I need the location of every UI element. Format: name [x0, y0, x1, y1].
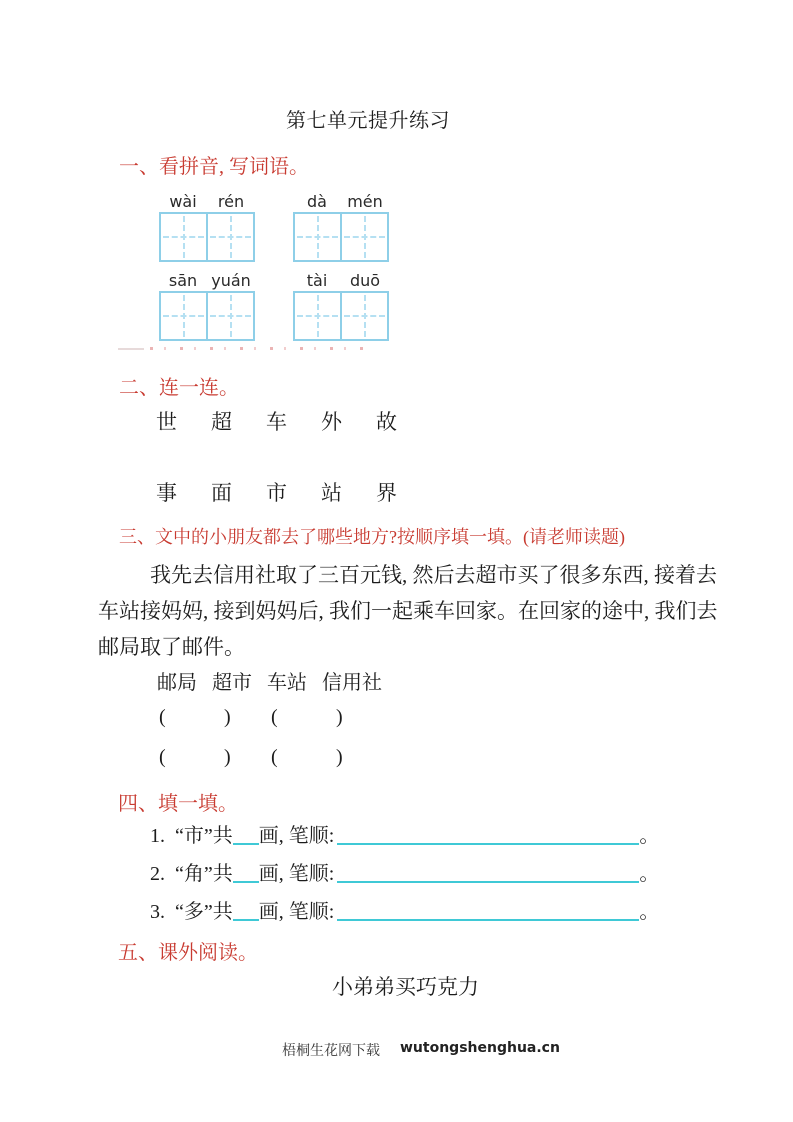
- stroke-order-blank: [337, 843, 639, 845]
- stroke-order-blank: [337, 919, 639, 921]
- section2-heading: 二、连一连。: [119, 377, 239, 399]
- pinyin-syllable: rén: [217, 192, 245, 211]
- item-text: 画, 笔顺:: [258, 863, 335, 885]
- answer-blank-row: [0, 706, 793, 728]
- place-option: 超市: [212, 672, 252, 694]
- paren: ): [336, 746, 343, 768]
- item-text: “市”共: [175, 825, 233, 847]
- match-char: 事: [156, 481, 177, 505]
- pinyin-word-block: [293, 193, 389, 262]
- item-text: 画, 笔顺:: [258, 825, 335, 847]
- reading-paragraph: [98, 557, 718, 665]
- place-option: 信用社: [322, 672, 382, 694]
- place-option: 邮局: [157, 672, 197, 694]
- clipped-text-artifact: [118, 348, 144, 350]
- pinyin-word-block: [159, 272, 255, 341]
- paren: (: [159, 746, 166, 768]
- writing-cell: [295, 214, 340, 260]
- stroke-count-blank: [233, 881, 259, 883]
- clipped-text-artifact: [150, 347, 365, 350]
- reading-passage-title: 小弟弟买巧克力: [332, 975, 479, 999]
- pinyin-syllable: yuán: [211, 271, 251, 290]
- place-option: 车站: [267, 672, 307, 694]
- stroke-count-blank: [233, 919, 259, 921]
- pinyin-syllable: sān: [168, 271, 198, 290]
- writing-cell: [295, 293, 340, 339]
- paren: ): [224, 706, 231, 728]
- match-char: 站: [321, 481, 342, 505]
- match-char: 市: [266, 481, 287, 505]
- stroke-item: [150, 900, 659, 924]
- writing-grid: [293, 212, 389, 262]
- writing-cell: [206, 293, 253, 339]
- stroke-item: [150, 824, 659, 848]
- item-text: “角”共: [175, 863, 233, 885]
- writing-cell: [340, 214, 387, 260]
- item-text: “多”共: [175, 901, 233, 923]
- match-char: 面: [211, 481, 232, 505]
- item-number: 1.: [150, 825, 165, 847]
- section5-heading: 五、课外阅读。: [118, 942, 258, 964]
- pinyin-syllable: wài: [169, 192, 197, 211]
- item-text: 画, 笔顺:: [258, 901, 335, 923]
- writing-cell: [340, 293, 387, 339]
- match-row-bottom: [156, 482, 397, 504]
- pinyin-label: [293, 193, 389, 212]
- pinyin-word-block: [293, 272, 389, 341]
- pinyin-word-block: [159, 193, 255, 262]
- paren: ): [224, 746, 231, 768]
- section3-heading: 三、文中的小朋友都去了哪些地方?按顺序填一填。(请老师读题): [119, 527, 625, 547]
- footer-site-name: 梧桐生花网下载: [282, 1044, 380, 1059]
- item-number: 2.: [150, 863, 165, 885]
- paragraph-line: 邮局取了邮件。: [98, 635, 245, 659]
- pinyin-syllable: dà: [307, 192, 327, 211]
- match-char: 界: [376, 481, 397, 505]
- stroke-item: [150, 862, 659, 886]
- item-text: 。: [639, 863, 660, 885]
- writing-grid: [159, 212, 255, 262]
- paragraph-line: 车站接妈妈, 接到妈妈后, 我们一起乘车回家。在回家的途中, 我们去: [98, 599, 718, 623]
- writing-cell: [161, 214, 206, 260]
- item-number: 3.: [150, 901, 165, 923]
- match-char: 外: [321, 410, 342, 434]
- paren: ): [336, 706, 343, 728]
- match-char: 故: [376, 410, 397, 434]
- paren: (: [159, 706, 166, 728]
- writing-cell: [206, 214, 253, 260]
- section1-heading: 一、看拼音, 写词语。: [119, 156, 309, 178]
- paren: (: [271, 706, 278, 728]
- writing-grid: [159, 291, 255, 341]
- pinyin-syllable: tài: [306, 271, 328, 290]
- match-char: 世: [156, 410, 177, 434]
- page-title: 第七单元提升练习: [286, 110, 450, 132]
- match-row-top: [156, 411, 397, 433]
- match-char: 超: [211, 410, 232, 434]
- paragraph-line: 我先去信用社取了三百元钱, 然后去超市买了很多东西, 接着去: [150, 563, 717, 587]
- item-text: 。: [639, 901, 660, 923]
- pinyin-label: [159, 272, 255, 291]
- place-options: [157, 673, 382, 694]
- match-char: 车: [266, 410, 287, 434]
- stroke-order-blank: [337, 881, 639, 883]
- writing-cell: [161, 293, 206, 339]
- pinyin-syllable: duō: [349, 271, 381, 290]
- writing-grid: [293, 291, 389, 341]
- section4-heading: 四、填一填。: [118, 793, 238, 815]
- footer-site-url: wutongshenghua.cn: [400, 1040, 560, 1056]
- pinyin-label: [159, 193, 255, 212]
- item-text: 。: [639, 825, 660, 847]
- stroke-count-blank: [233, 843, 259, 845]
- pinyin-syllable: mén: [347, 192, 383, 211]
- pinyin-label: [293, 272, 389, 291]
- answer-blank-row: [0, 746, 793, 768]
- paren: (: [271, 746, 278, 768]
